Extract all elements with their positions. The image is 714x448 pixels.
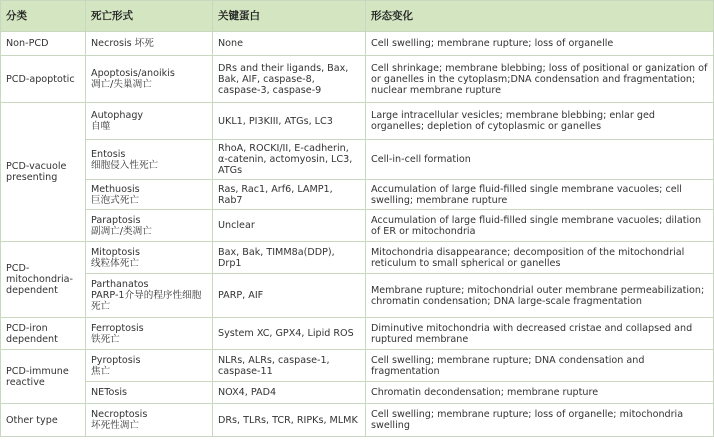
proteins-cell: DRs, TLRs, TCR, RIPKs, MLMK xyxy=(213,404,366,437)
death-form-name: Autophagy xyxy=(91,110,144,121)
death-form-name-cn: 线粒体死亡 xyxy=(91,257,139,269)
header-death-form: 死亡形式 xyxy=(86,1,213,32)
death-form-name: Parthanatos xyxy=(91,279,149,290)
death-form-cell xyxy=(86,180,213,210)
morphology-cell: Membrane rupture; mitochondrial outer membrane permeabilization; chromatin condensation; DNA large-scale fragmentation xyxy=(366,274,714,318)
morphology-cell: Accumulation of large fluid-filled single membrane vacuoles; dilation of ER or mitochondria xyxy=(366,210,714,242)
category-cell: PCD-vacuole presenting xyxy=(1,103,86,242)
category-cell: Other type xyxy=(1,404,86,437)
death-form-cell xyxy=(86,318,213,350)
category-cell: PCD-apoptotic xyxy=(1,56,86,103)
category-cell: PCD-immune reactive xyxy=(1,350,86,404)
death-form-name-cn: PARP-1介导的程序性细胞死亡 xyxy=(91,290,202,312)
table-row xyxy=(1,242,714,274)
death-form-name: NETosis xyxy=(91,387,127,398)
table-row xyxy=(1,350,714,382)
header-morphology: 形态变化 xyxy=(366,1,714,32)
morphology-cell: Cell shrinkage; membrane blebbing; loss of positional or ganization of or ganelles in the cytoplasm;DNA condensation and fragmentation; nuclear membrane rupture xyxy=(366,56,714,103)
category-cell: PCD-iron dependent xyxy=(1,318,86,350)
death-form-cell xyxy=(86,382,213,404)
death-form-cell xyxy=(86,350,213,382)
table-row xyxy=(1,32,714,56)
death-form-name: Methuosis xyxy=(91,183,140,195)
proteins-cell: Bax, Bak, TIMM8a(DDP), Drp1 xyxy=(213,242,366,274)
table-row xyxy=(1,180,714,210)
death-form-name-cn: 铁死亡 xyxy=(91,333,120,345)
table-row xyxy=(1,274,714,318)
category-cell: Non-PCD xyxy=(1,32,86,56)
proteins-cell: Ras, Rac1, Arf6, LAMP1, Rab7 xyxy=(213,180,366,210)
death-form-name-cn: 副凋亡/类凋亡 xyxy=(91,225,152,237)
proteins-cell: DRs and their ligands, Bax, Bak, AIF, caspase-8, caspase-3, caspase-9 xyxy=(213,56,366,103)
death-form-name: Necroptosis xyxy=(91,409,148,420)
death-form-cell xyxy=(86,140,213,180)
morphology-cell: Cell swelling; membrane rupture; loss of organelle xyxy=(366,32,714,56)
proteins-cell: Unclear xyxy=(213,210,366,242)
morphology-cell: Cell swelling; membrane rupture; DNA condensation and fragmentation xyxy=(366,350,714,382)
table-row xyxy=(1,140,714,180)
death-form-name: Ferroptosis xyxy=(91,322,144,334)
proteins-cell: System XC, GPX4, Lipid ROS xyxy=(213,318,366,350)
death-form-name-cn: 细胞侵入性死亡 xyxy=(91,159,159,171)
death-form-name: Mitoptosis xyxy=(91,246,140,258)
proteins-cell: RhoA, ROCKI/II, E-cadherin, α-catenin, actomyosin, LC3, ATGs xyxy=(213,140,366,180)
death-form-cell xyxy=(86,242,213,274)
table-row xyxy=(1,382,714,404)
morphology-cell: Cell swelling; membrane rupture; loss of organelle; mitochondria swelling xyxy=(366,404,714,437)
death-form-name-cn: 焦亡 xyxy=(91,365,111,377)
death-form-name: Paraptosis xyxy=(91,214,141,226)
death-form-cell xyxy=(86,103,213,140)
category-cell: PCD-mitochondria-dependent xyxy=(1,242,86,318)
morphology-cell: Mitochondria disappearance; decomposition of the mitochondrial reticulum to small spherical or ganelles xyxy=(366,242,714,274)
death-form-name: Necrosis 坏死 xyxy=(91,38,154,49)
death-form-cell xyxy=(86,56,213,103)
table-row xyxy=(1,56,714,103)
table-row xyxy=(1,210,714,242)
proteins-cell: NLRs, ALRs, caspase-1, caspase-11 xyxy=(213,350,366,382)
proteins-cell: NOX4, PAD4 xyxy=(213,382,366,404)
death-form-name-cn: 凋亡/失巢凋亡 xyxy=(91,79,152,90)
death-form-name-cn: 坏死性凋亡 xyxy=(91,420,139,431)
death-form-name-cn: 自噬 xyxy=(91,121,111,132)
header-row xyxy=(1,1,714,32)
morphology-cell: Cell-in-cell formation xyxy=(366,140,714,180)
death-form-cell xyxy=(86,274,213,318)
header-key-proteins: 关键蛋白 xyxy=(213,1,366,32)
proteins-cell: PARP, AIF xyxy=(213,274,366,318)
death-form-cell xyxy=(86,210,213,242)
morphology-cell: Large intracellular vesicles; membrane blebbing; enlar ged organelles; depletion of cytoplasmic or ganelles xyxy=(366,103,714,140)
morphology-cell: Diminutive mitochondria with decreased cristae and collapsed and ruptured membrane xyxy=(366,318,714,350)
death-form-cell xyxy=(86,32,213,56)
table-row xyxy=(1,318,714,350)
death-form-name-cn: 巨泡式死亡 xyxy=(91,194,139,206)
death-form-name: Pyroptosis xyxy=(91,354,141,366)
proteins-cell: None xyxy=(213,32,366,56)
proteins-cell: UKL1, PI3KIII, ATGs, LC3 xyxy=(213,103,366,140)
death-form-name: Entosis xyxy=(91,148,126,160)
header-category: 分类 xyxy=(1,1,86,32)
morphology-cell: Chromatin decondensation; membrane rupture xyxy=(366,382,714,404)
table-row xyxy=(1,103,714,140)
death-form-cell xyxy=(86,404,213,437)
death-form-name: Apoptosis/anoikis xyxy=(91,68,175,79)
table-row xyxy=(1,404,714,437)
morphology-cell: Accumulation of large fluid-filled single membrane vacuoles; cell swelling; membrane rupture xyxy=(366,180,714,210)
